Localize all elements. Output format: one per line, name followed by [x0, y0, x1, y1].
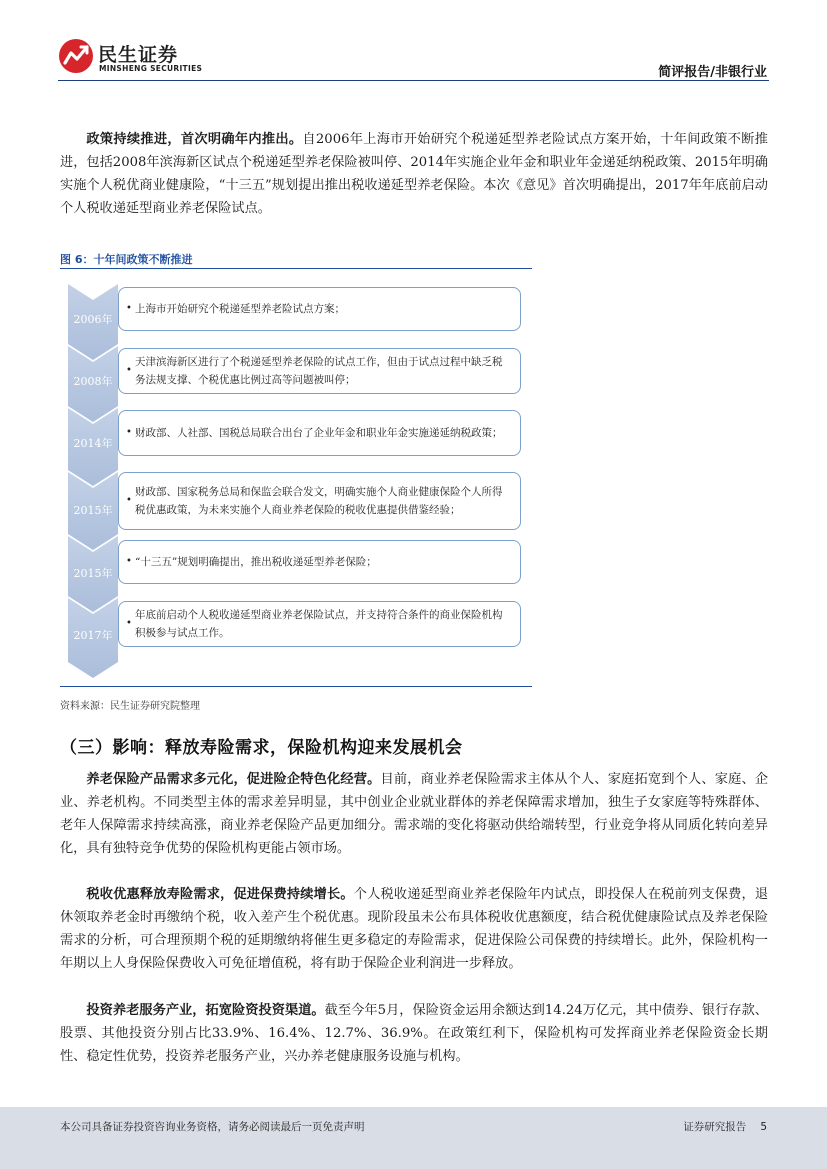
report-type: 简评报告/非银行业 [658, 65, 767, 80]
figure-source: 资料来源：民生证券研究院整理 [60, 701, 200, 712]
brand-name-cn: 民生证券 [98, 44, 179, 66]
body-paragraph [60, 999, 768, 1068]
bullet-icon: • [126, 556, 132, 567]
figure-title: 图 6：十年间政策不断推进 [60, 253, 193, 266]
figure-top-rule [60, 268, 532, 269]
intro-bold-lead: 政策持续推进，首次明确年内推出。 [86, 132, 303, 147]
timeline-chevron [68, 284, 118, 360]
footer-disclaimer: 本公司具备证券投资咨询业务资格，请务必阅读最后一页免责声明 [60, 1121, 365, 1133]
paragraph-text: 目前，商业养老保险需求主体从个人、家庭拓宽到个人、家庭、企业、养老机构。不同类型主体的需求差异明显，其中创业企业就业群体的养老保障需求增加，独生子女家庭等特殊群体、老年人保障需求持续高涨，商业养老保险产品更加细分。需求端的变化将驱动供给端转型，行业竞争将从同质化转向差异化，具有独特竞争优势的保险机构更能占领市场。 [60, 772, 769, 856]
timeline-event-box [118, 601, 521, 647]
timeline-year: 2015年 [73, 504, 113, 517]
timeline-year: 2017年 [73, 629, 113, 642]
paragraph-bold-lead: 税收优惠释放寿险需求，促进保费持续增长。 [86, 887, 354, 902]
bullet-icon: • [126, 618, 132, 629]
body-paragraph [60, 768, 768, 860]
timeline-event-box [118, 287, 521, 331]
timeline-event-text: 上海市开始研究个税递延型养老险试点方案； [135, 303, 345, 315]
timeline-event-box [118, 540, 521, 584]
timeline-event-text: “十三五”规划明确提出，推出税收递延型养老保险； [135, 556, 377, 568]
timeline-year: 2015年 [73, 567, 113, 580]
paragraph-bold-lead: 养老保险产品需求多元化，促进险企特色化经营。 [86, 772, 381, 787]
paragraph-text: 个人税收递延型商业养老保险年内试点，即投保人在税前列支保费，退休领取养老金时再缴纳个税，收入差产生个税优惠。现阶段虽未公布具体税收优惠额度，结合税优健康险试点及养老保险需求的分析，可合理预期个税的延期缴纳将催生更多稳定的寿险需求，促进保险公司保费的持续增长。此外，保险机构一年期以上人身保险保费收入可免征增值税，将有助于保险企业利润进一步释放。 [60, 887, 769, 971]
paragraph-bold-lead: 投资养老服务产业，拓宽险资投资渠道。 [86, 1003, 325, 1018]
timeline-event-text: 天津滨海新区进行了个税递延型养老保险的试点工作，但由于试点过程中缺乏税务法规支撑、个税优惠比例过高等问题被叫停； [135, 356, 503, 386]
timeline-event-text: 财政部、国家税务总局和保监会联合发文，明确实施个人商业健康保险个人所得税优惠政策，为未来实施个人商业养老保险的税收优惠提供借鉴经验； [135, 486, 503, 516]
brand-name-en: MINSHENG SECURITIES [99, 64, 203, 73]
brand-logo [58, 38, 208, 78]
body-paragraph [60, 883, 768, 975]
bullet-icon: • [126, 495, 132, 506]
timeline-event-box [118, 410, 521, 456]
bullet-icon: • [126, 365, 132, 376]
timeline-event-text: 年底前启动个人税收递延型商业养老保险试点，并支持符合条件的商业保险机构积极参与试点工作。 [135, 609, 503, 639]
figure-bottom-rule [60, 686, 532, 687]
timeline-event-box [118, 348, 521, 394]
page-footer [0, 1107, 827, 1169]
minsheng-logo-icon [58, 38, 94, 74]
intro-paragraph [60, 128, 768, 220]
timeline-event-box [118, 472, 521, 530]
footer-meta [669, 1119, 767, 1134]
bullet-icon: • [126, 427, 132, 438]
page-number: 5 [760, 1121, 767, 1133]
section-heading: （三）影响：释放寿险需求，保险机构迎来发展机会 [60, 738, 463, 758]
timeline-event-text: 财政部、人社部、国税总局联合出台了企业年金和职业年金实施递延纳税政策； [135, 427, 503, 439]
timeline-year: 2008年 [73, 375, 113, 388]
timeline-year: 2014年 [73, 437, 113, 450]
paragraph-text: 截至今年5月，保险资金运用余额达到14.24万亿元，其中债券、银行存款、股票、其他投资分别占比33.9%、16.4%、12.7%、36.9%。在政策红利下，保险机构可发挥商业养老保险资金长期性、稳定性优势，投资养老服务产业，兴办养老健康服务设施与机构。 [60, 1003, 768, 1064]
footer-report-label: 证券研究报告 [683, 1121, 747, 1133]
timeline-year: 2006年 [73, 313, 113, 326]
intro-text: 自2006年上海市开始研究个税递延型养老险试点方案开始，十年间政策不断推进，包括2008年滨海新区试点个税递延型养老保险被叫停、2014年实施企业年金和职业年金递延纳税政策、2015年明确实施个人税优商业健康险，“十三五”规划提出推出税收递延型养老保险。本次《意见》首次明确提出，2017年年底前启动个人税收递延型商业养老保险试点。 [60, 132, 768, 216]
bullet-icon: • [126, 303, 132, 314]
header-divider [58, 80, 769, 81]
